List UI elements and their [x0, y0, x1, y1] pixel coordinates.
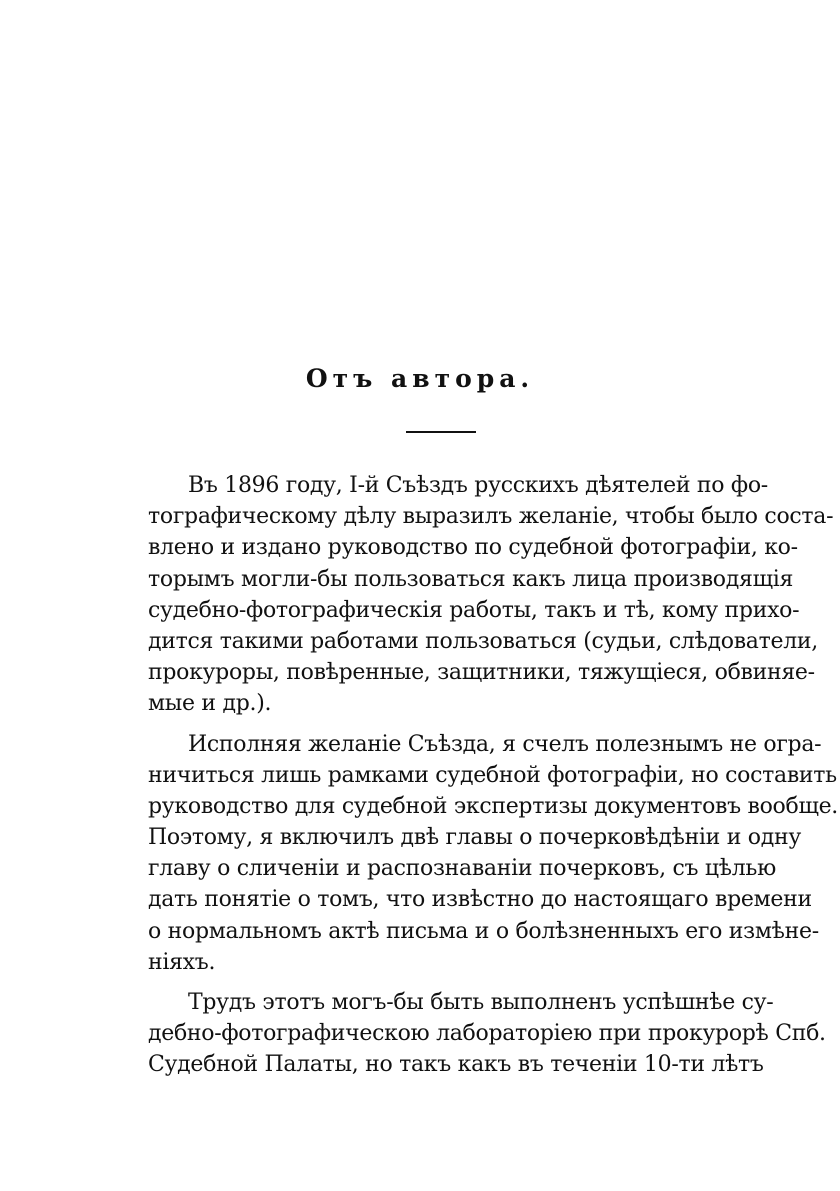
paragraph-1-line-2: тографическому дѣлу выразилъ желаніе, чтобы было соста- [148, 504, 834, 530]
paragraph-1-line-7: прокуроры, повѣренные, защитники, тяжущіеся, обвиняе- [148, 660, 815, 686]
paragraph-1-line-5: судебно-фотографическія работы, такъ и тѣ, кому прихо- [148, 597, 800, 623]
paragraph-3-line-3: Судебной Палаты, но такъ какъ въ теченіи 10-ти лѣтъ [148, 1052, 764, 1078]
paragraph-1-line-6: дится такими работами пользоваться (судьи, слѣдователи, [148, 628, 818, 654]
paragraph-gap [148, 978, 742, 987]
paragraph-gap [148, 720, 742, 729]
paragraph-3-line-2: дебно-фотографическою лабораторіею при прокурорѣ Спб. [148, 1021, 826, 1047]
paragraph-2-line-5: главу о сличеніи и распознаваніи почерковъ, съ цѣлью [148, 856, 776, 882]
paragraph-2-line-3: руководство для судебной экспертизы документовъ вообще. [148, 793, 839, 819]
paragraph-1-line-1: Въ 1896 году, I-й Съѣздъ русскихъ дѣятелей по фо- [188, 473, 768, 498]
page-title: Отъ автора. [305, 364, 535, 393]
paragraph-1-line-4: торымъ могли-бы пользоваться какъ лица производящія [148, 566, 794, 592]
paragraph-2-line-7: о нормальномъ актѣ письма и о болѣзненныхъ его измѣне- [148, 918, 819, 944]
paragraph-2-line-8: ніяхъ. [148, 949, 216, 975]
paragraph-2-line-4: Поэтому, я включилъ двѣ главы о почерковѣдѣніи и одну [148, 825, 801, 851]
paragraph-1-line-8: мые и др.). [148, 691, 272, 717]
title-rule [406, 431, 476, 433]
body-text [148, 470, 839, 1081]
paragraph-2-line-1: Исполняя желаніе Съѣзда, я счелъ полезнымъ не огра- [188, 731, 822, 757]
paragraph-3-line-1: Трудъ этотъ могъ-бы быть выполненъ успѣшнѣе су- [188, 990, 774, 1015]
paragraph-2-line-2: ничиться лишь рамками судебной фотографіи, но составить [148, 762, 837, 788]
paragraph-1-line-3: влено и издано руководство по судебной фотографіи, ко- [148, 535, 798, 561]
paragraph-2-line-6: дать понятіе о томъ, что извѣстно до настоящаго времени [148, 887, 812, 913]
